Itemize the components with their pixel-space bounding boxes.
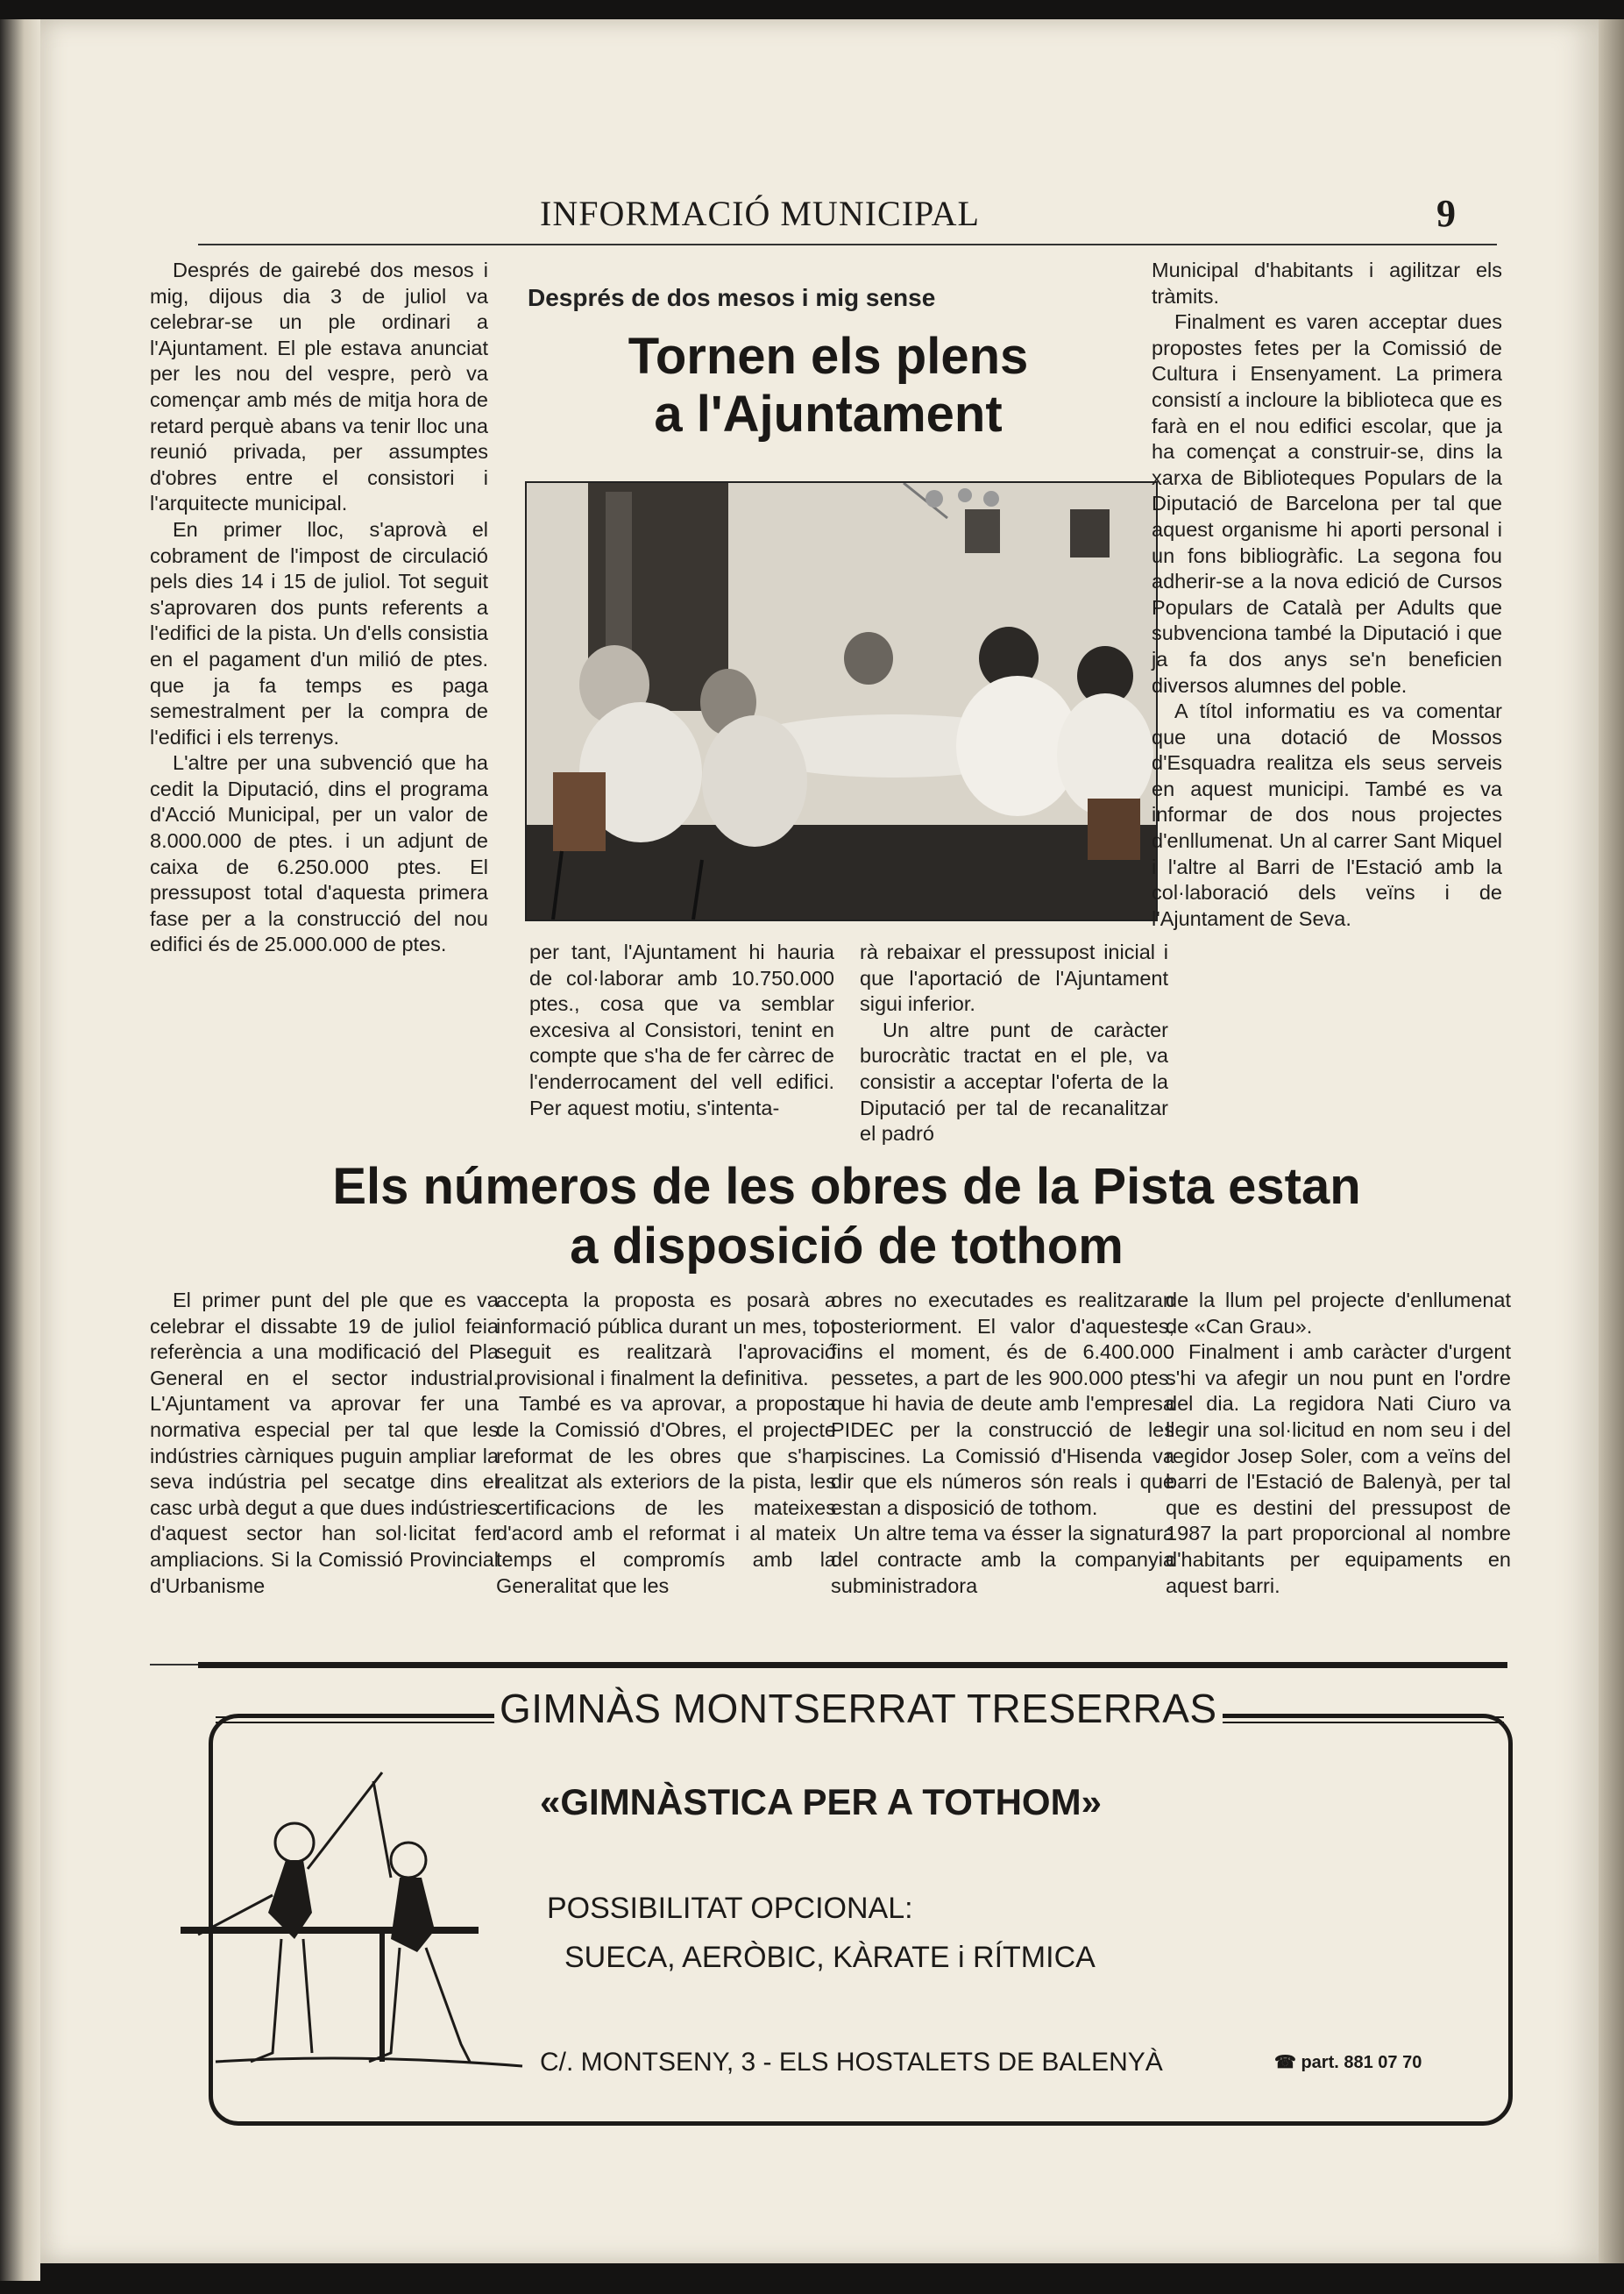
ad-option-label: POSSIBILITAT OPCIONAL: xyxy=(547,1892,913,1925)
article1-headline xyxy=(528,328,1129,444)
paragraph: per tant, l'Ajuntament hi hauria de col·laborar amb 10.750.000 ptes., cosa que va semblar excesiva al Consistori, tenint en compte que s'ha de fer càrrec de l'enderrocament del vell edifici. Per aquest motiu, s'intenta- xyxy=(529,941,834,1119)
article2-column-4 xyxy=(1166,1288,1511,1599)
article1-column-4 xyxy=(1152,258,1502,932)
article1-column-1 xyxy=(150,258,488,958)
paragraph: rà rebaixar el pressupost inicial i que l'aportació de l'Ajuntament sigui inferior. xyxy=(860,941,1168,1016)
paragraph: Municipal d'habitants i agilitzar els tràmits. xyxy=(1152,259,1502,308)
ad-address: C/. MONTSENY, 3 - ELS HOSTALETS DE BALENYÀ xyxy=(540,2048,1163,2077)
article2-column-2 xyxy=(496,1288,836,1599)
headline-line: Els números de les obres de la Pista estan xyxy=(332,1158,1361,1215)
council-meeting-photo xyxy=(525,481,1158,921)
photo-image xyxy=(527,483,1156,920)
paragraph: obres no executades es realitzaran posteriorment. El valor d'aquestes, fins el moment, és de 6.400.000 pessetes, a part de les 900.000 ptes. que hi havia de deute amb l'empresa PIDEC per la construcció de les piscines. La Comissió d'Hisenda va dir que els números són reals i que estan a disposició de tothom. xyxy=(831,1289,1174,1519)
paragraph: Finalment es varen acceptar dues propostes fetes per la Comissió de Cultura i Ensenyament. La primera consistí a incloure la biblioteca que es farà en el nou edifici escolar, que ja ha començat a construir-se, dins la xarxa de Biblioteques Populars de la Diputació de Barcelona per tal que aquest organisme hi aporti personal i un fons bibliogràfic. La segona fou adherir-se a la nova edició de Cursos Populars de Català per Adults que subvenciona també la Diputació i que ja fa dos anys se'n beneficien diversos alumnes del poble. xyxy=(1152,310,1502,697)
article1-column-3 xyxy=(860,940,1168,1147)
paragraph: Després de gairebé dos mesos i mig, dijous dia 3 de juliol va celebrar-se un ple ordinari a l'Ajuntament. El ple estava anunciat per les nou del vespre, però va començar amb més de mitja hora de retard perquè abans va tenir lloc una reunió privada, per assumptes d'obres entre el consistori i l'arquitecte municipal. xyxy=(150,259,488,515)
ad-title-wrap xyxy=(216,1685,1504,1737)
ad-options: SUECA, AERÒBIC, KÀRATE i RÍTMICA xyxy=(564,1941,1096,1974)
newspaper-page xyxy=(40,19,1599,2263)
page-number: 9 xyxy=(1436,192,1456,235)
article1-kicker: Després de dos mesos i mig sense xyxy=(528,284,936,311)
paragraph: de la llum pel projecte d'enllumenat de «Can Grau». xyxy=(1166,1289,1511,1338)
paragraph: A títol informatiu es va comentar que una dotació de Mossos d'Esquadra realitza els seus serveis en aquest municipi. També es va informar de dos nous projectes d'enllumenat. Un al carrer Sant Miquel i l'altre al Barri de l'Estació amb la col·laboració dels veïns i de l'Ajuntament de Seva. xyxy=(1152,700,1502,930)
article2-headline xyxy=(198,1157,1495,1276)
paragraph: També es va aprovar, a proposta de la Comissió d'Obres, el projecte reformat de les obres que s'han realitzat als exteriors de la pista, les certificacions de les mateixes d'acord amb el reformat i al mateix temps el compromís amb la Generalitat que les xyxy=(496,1392,836,1597)
ad-phone-number: part. 881 07 70 xyxy=(1301,2053,1422,2072)
ad-title: GIMNÀS MONTSERRAT TRESERRAS xyxy=(494,1685,1223,1732)
paragraph: Finalment i amb caràcter d'urgent s'hi va afegir un nou punt en l'ordre del dia. La regidora Nati Ciuro va llegir una sol·licitud en nom seu i del regidor Josep Soler, com a veïns del barri de l'Estació de Balenyà, per tal que es destini del pressupost de 1987 la part proporcional al nombre d'habitants per equipaments en aquest barri. xyxy=(1166,1340,1511,1597)
paragraph: Un altre tema va ésser la signatura del contracte amb la companyia subministradora xyxy=(831,1522,1174,1597)
section-divider xyxy=(198,1662,1507,1668)
paragraph: En primer lloc, s'aprovà el cobrament de l'impost de circulació pels dies 14 i 15 de juliol. Tot seguit s'aprovaren dos punts referents a l'edifici de la pista. Un d'ells consistia en el pagament d'un milió de ptes. que ja fa temps es paga semestralment per la compra de l'edifici i els terrenys. xyxy=(150,517,488,749)
article1-column-2 xyxy=(529,940,834,1121)
ad-slogan: «GIMNÀSTICA PER A TOTHOM» xyxy=(540,1781,1102,1822)
headline-line: a l'Ajuntament xyxy=(654,386,1003,443)
dancers-illustration xyxy=(181,1764,531,2097)
page-binding-edge xyxy=(0,19,40,2281)
section-title: INFORMACIÓ MUNICIPAL xyxy=(540,194,980,233)
paragraph: El primer punt del ple que es va celebrar el dissabte 19 de juliol feia referència a una modificació del Pla General en el sector industrial. L'Ajuntament va aprovar fer una normativa especial per tal que les indústries càrniques puguin ampliar la seva indústria pel secatge dins el casc urbà degut a que dues indústries d'aquest sector han sol·licitat fer ampliacions. Si la Comissió Provincial d'Urbanisme xyxy=(150,1289,499,1597)
ad-phone xyxy=(1274,2051,1422,2073)
page-right-edge xyxy=(1599,19,1624,2263)
article2-column-1 xyxy=(150,1288,499,1599)
article2-column-3 xyxy=(831,1288,1174,1599)
headline-line: Tornen els plens xyxy=(628,328,1029,385)
headline-line: a disposició de tothom xyxy=(570,1218,1124,1275)
header-rule xyxy=(198,244,1497,245)
paragraph: Un altre punt de caràcter burocràtic tractat en el ple, va consistir a acceptar l'oferta de la Diputació per tal de recanalitzar el padró xyxy=(860,1018,1168,1146)
paragraph: accepta la proposta es posarà a informació pública durant un mes, tot seguit es realitzarà l'aprovació provisional i finalment la definitiva. xyxy=(496,1289,836,1389)
paragraph: L'altre per una subvenció que ha cedit la Diputació, dins el programa d'Acció Municipal, per un valor de 8.000.000 de ptes. i un adjunt de caixa de 6.250.000 ptes. El pressupost total d'aquesta primera fase per a la construcció del nou edifici és de 25.000.000 de ptes. xyxy=(150,751,488,956)
telephone-icon: ☎ xyxy=(1274,2053,1301,2072)
